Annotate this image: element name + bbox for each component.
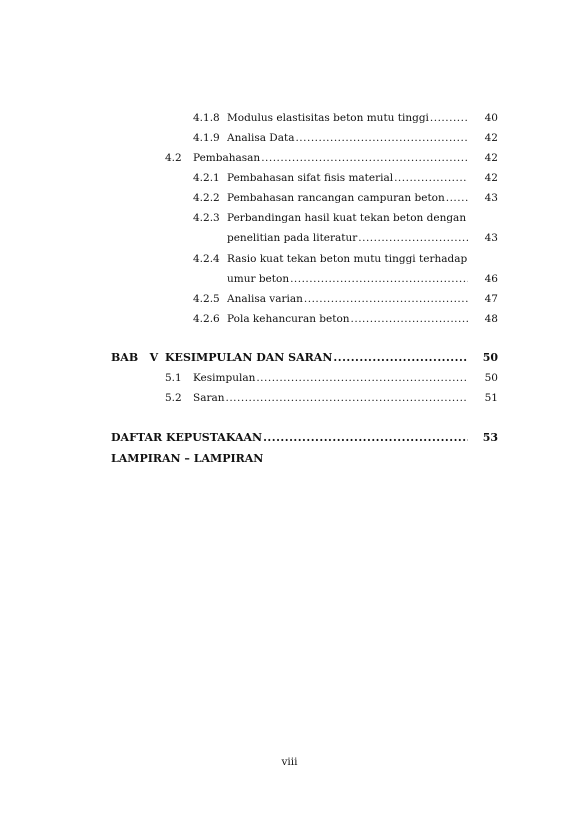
toc-entry-lampiran[interactable] xyxy=(0,449,579,469)
page-number: 42 xyxy=(484,132,498,144)
dot-leader xyxy=(358,228,468,248)
section-number: 4.2.4 xyxy=(193,253,220,265)
page-number: 43 xyxy=(484,232,498,244)
page-number: 50 xyxy=(484,372,498,384)
dot-leader xyxy=(304,289,468,309)
dot-leader xyxy=(394,168,468,188)
page-number: 47 xyxy=(484,293,498,305)
section-title-continued: penelitian pada literatur xyxy=(227,232,358,244)
toc-title-row xyxy=(227,128,468,148)
toc-entry-4-2-4[interactable] xyxy=(0,249,579,269)
page-number: 48 xyxy=(484,313,498,325)
section-title: Rasio kuat tekan beton mutu tinggi terhadap xyxy=(227,253,468,265)
toc-entry-5-1[interactable] xyxy=(0,368,579,388)
page-number: 42 xyxy=(484,152,498,164)
page-number: 42 xyxy=(484,172,498,184)
page-number: 50 xyxy=(482,351,498,364)
toc-title-row xyxy=(227,188,468,208)
toc-entry-5-2[interactable] xyxy=(0,388,579,408)
section-title: Kesimpulan xyxy=(193,372,256,384)
toc-entry-4-2-5[interactable] xyxy=(0,289,579,309)
dot-leader xyxy=(263,428,468,448)
dot-leader xyxy=(430,108,468,128)
page-number: 51 xyxy=(484,392,498,404)
toc-title-row xyxy=(227,228,468,248)
chapter-number: BAB V xyxy=(111,351,159,364)
toc-title-row xyxy=(193,368,468,388)
toc-title-row xyxy=(227,309,468,329)
section-title: Pembahasan sifat fisis material xyxy=(227,172,394,184)
section-number: 4.2.5 xyxy=(193,293,220,305)
section-title: Pembahasan xyxy=(193,152,261,164)
dot-leader xyxy=(351,309,468,329)
page-number: 53 xyxy=(482,431,498,444)
section-number: 5.1 xyxy=(165,372,182,384)
toc-title-row xyxy=(227,289,468,309)
toc-entry-4-2-6[interactable] xyxy=(0,309,579,329)
toc-entry-4-1-9[interactable] xyxy=(0,128,579,148)
section-title: Modulus elastisitas beton mutu tinggi xyxy=(227,112,429,124)
section-number: 4.2.1 xyxy=(193,172,220,184)
section-title: Saran xyxy=(193,392,225,404)
chapter-title: KESIMPULAN DAN SARAN xyxy=(165,351,333,364)
section-title: Pola kehancuran beton xyxy=(227,313,350,325)
toc-entry-4-2-4-continued[interactable] xyxy=(0,269,579,289)
toc-entry-4-2-3[interactable] xyxy=(0,208,579,228)
dot-leader xyxy=(256,368,468,388)
toc-entry-bab-v[interactable] xyxy=(0,348,579,368)
toc-entry-4-2-3-continued[interactable] xyxy=(0,228,579,248)
section-title: Perbandingan hasil kuat tekan beton dengan xyxy=(227,212,467,224)
toc-title-row xyxy=(193,148,468,168)
section-title: Analisa varian xyxy=(227,293,303,305)
section-number: 4.1.8 xyxy=(193,112,220,124)
toc-title-row xyxy=(227,168,468,188)
toc-entry-4-2[interactable] xyxy=(0,148,579,168)
section-number: 4.2.2 xyxy=(193,192,220,204)
dot-leader xyxy=(333,348,468,368)
section-title: Pembahasan rancangan campuran beton xyxy=(227,192,445,204)
dot-leader xyxy=(226,388,469,408)
toc-title-row xyxy=(227,269,468,289)
toc-entry-4-2-2[interactable] xyxy=(0,188,579,208)
section-number: 4.2.3 xyxy=(193,212,220,224)
toc-title-row xyxy=(193,388,468,408)
toc-entry-4-1-8[interactable] xyxy=(0,108,579,128)
page-number: 43 xyxy=(484,192,498,204)
page-number: 40 xyxy=(484,112,498,124)
toc-title-row xyxy=(227,108,468,128)
appendix-title: LAMPIRAN – LAMPIRAN xyxy=(111,452,264,465)
footer-page-number: viii xyxy=(281,756,298,768)
toc-title-row xyxy=(111,428,468,448)
dot-leader xyxy=(295,128,468,148)
section-number: 4.2 xyxy=(165,152,182,164)
page-number: 46 xyxy=(484,273,498,285)
toc-title-row xyxy=(165,348,468,368)
toc-entry-4-2-1[interactable] xyxy=(0,168,579,188)
dot-leader xyxy=(446,188,468,208)
bibliography-title: DAFTAR KEPUSTAKAAN xyxy=(111,431,263,444)
section-title-continued: umur beton xyxy=(227,273,290,285)
toc-entry-daftar-kepustakaan[interactable] xyxy=(0,428,579,448)
section-title: Analisa Data xyxy=(227,132,295,144)
section-number: 4.2.6 xyxy=(193,313,220,325)
section-number: 5.2 xyxy=(165,392,182,404)
dot-leader xyxy=(290,269,468,289)
dot-leader xyxy=(261,148,468,168)
section-number: 4.1.9 xyxy=(193,132,220,144)
